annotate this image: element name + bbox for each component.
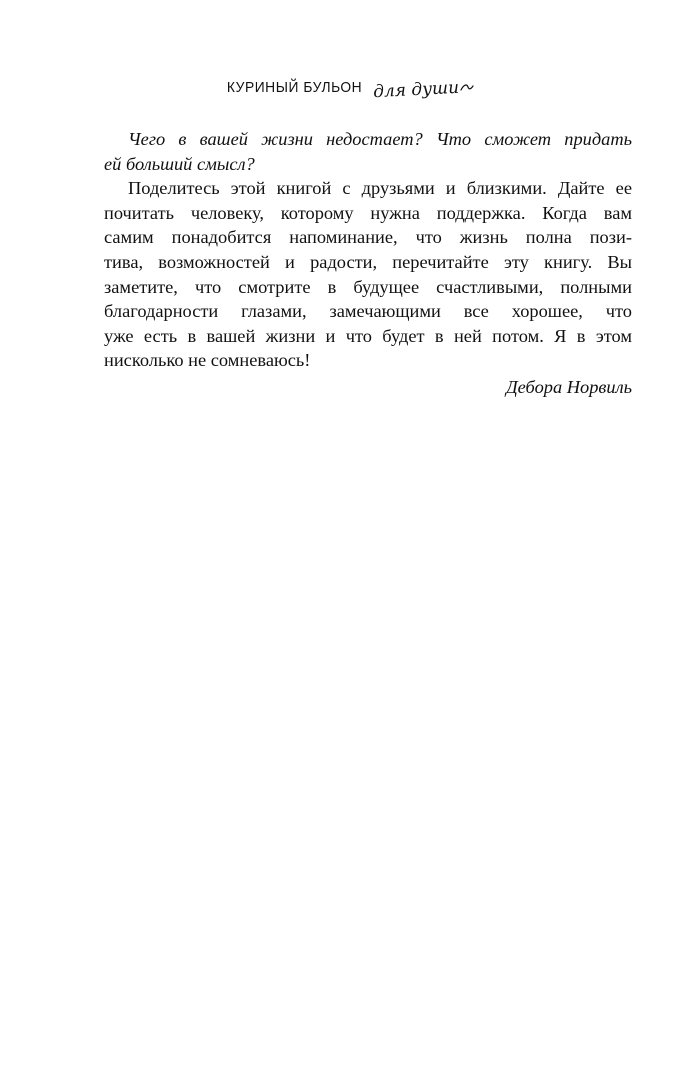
main-line-7: уже есть в вашей жизни и что будет в ней потом. Я в этом <box>104 325 632 346</box>
series-subtitle-script: для души <box>372 77 460 103</box>
intro-line-2: ей больший смысл? <box>104 153 255 174</box>
main-line-4: тива, возможностей и радости, перечитайте эту книгу. Вы <box>104 251 632 272</box>
main-line-2: почитать человеку, которому нужна поддержка. Когда вам <box>104 202 632 223</box>
series-title: КУРИНЫЙ БУЛЬОН <box>226 79 363 96</box>
main-line-3: самим понадобится напоминание, что жизнь полна пози- <box>104 227 632 248</box>
main-line-6: благодарности глазами, замечающими все хорошее, что <box>104 301 632 322</box>
main-line-5: заметите, что смотрите в будущее счастливыми, полными <box>104 276 632 297</box>
main-line-1: Поделитесь этой книгой с друзьями и близкими. Дайте ее <box>128 178 632 199</box>
intro-line-1: Чего в вашей жизни недостает? Что сможет придать <box>128 129 632 149</box>
author-signature: Дебора Норвиль <box>505 376 632 397</box>
text-block <box>104 127 632 400</box>
main-paragraph <box>104 176 632 373</box>
flourish-icon <box>460 83 474 93</box>
running-header <box>0 72 695 103</box>
main-line-8: нисколько не сомневаюсь! <box>104 350 311 371</box>
intro-question <box>104 127 632 176</box>
